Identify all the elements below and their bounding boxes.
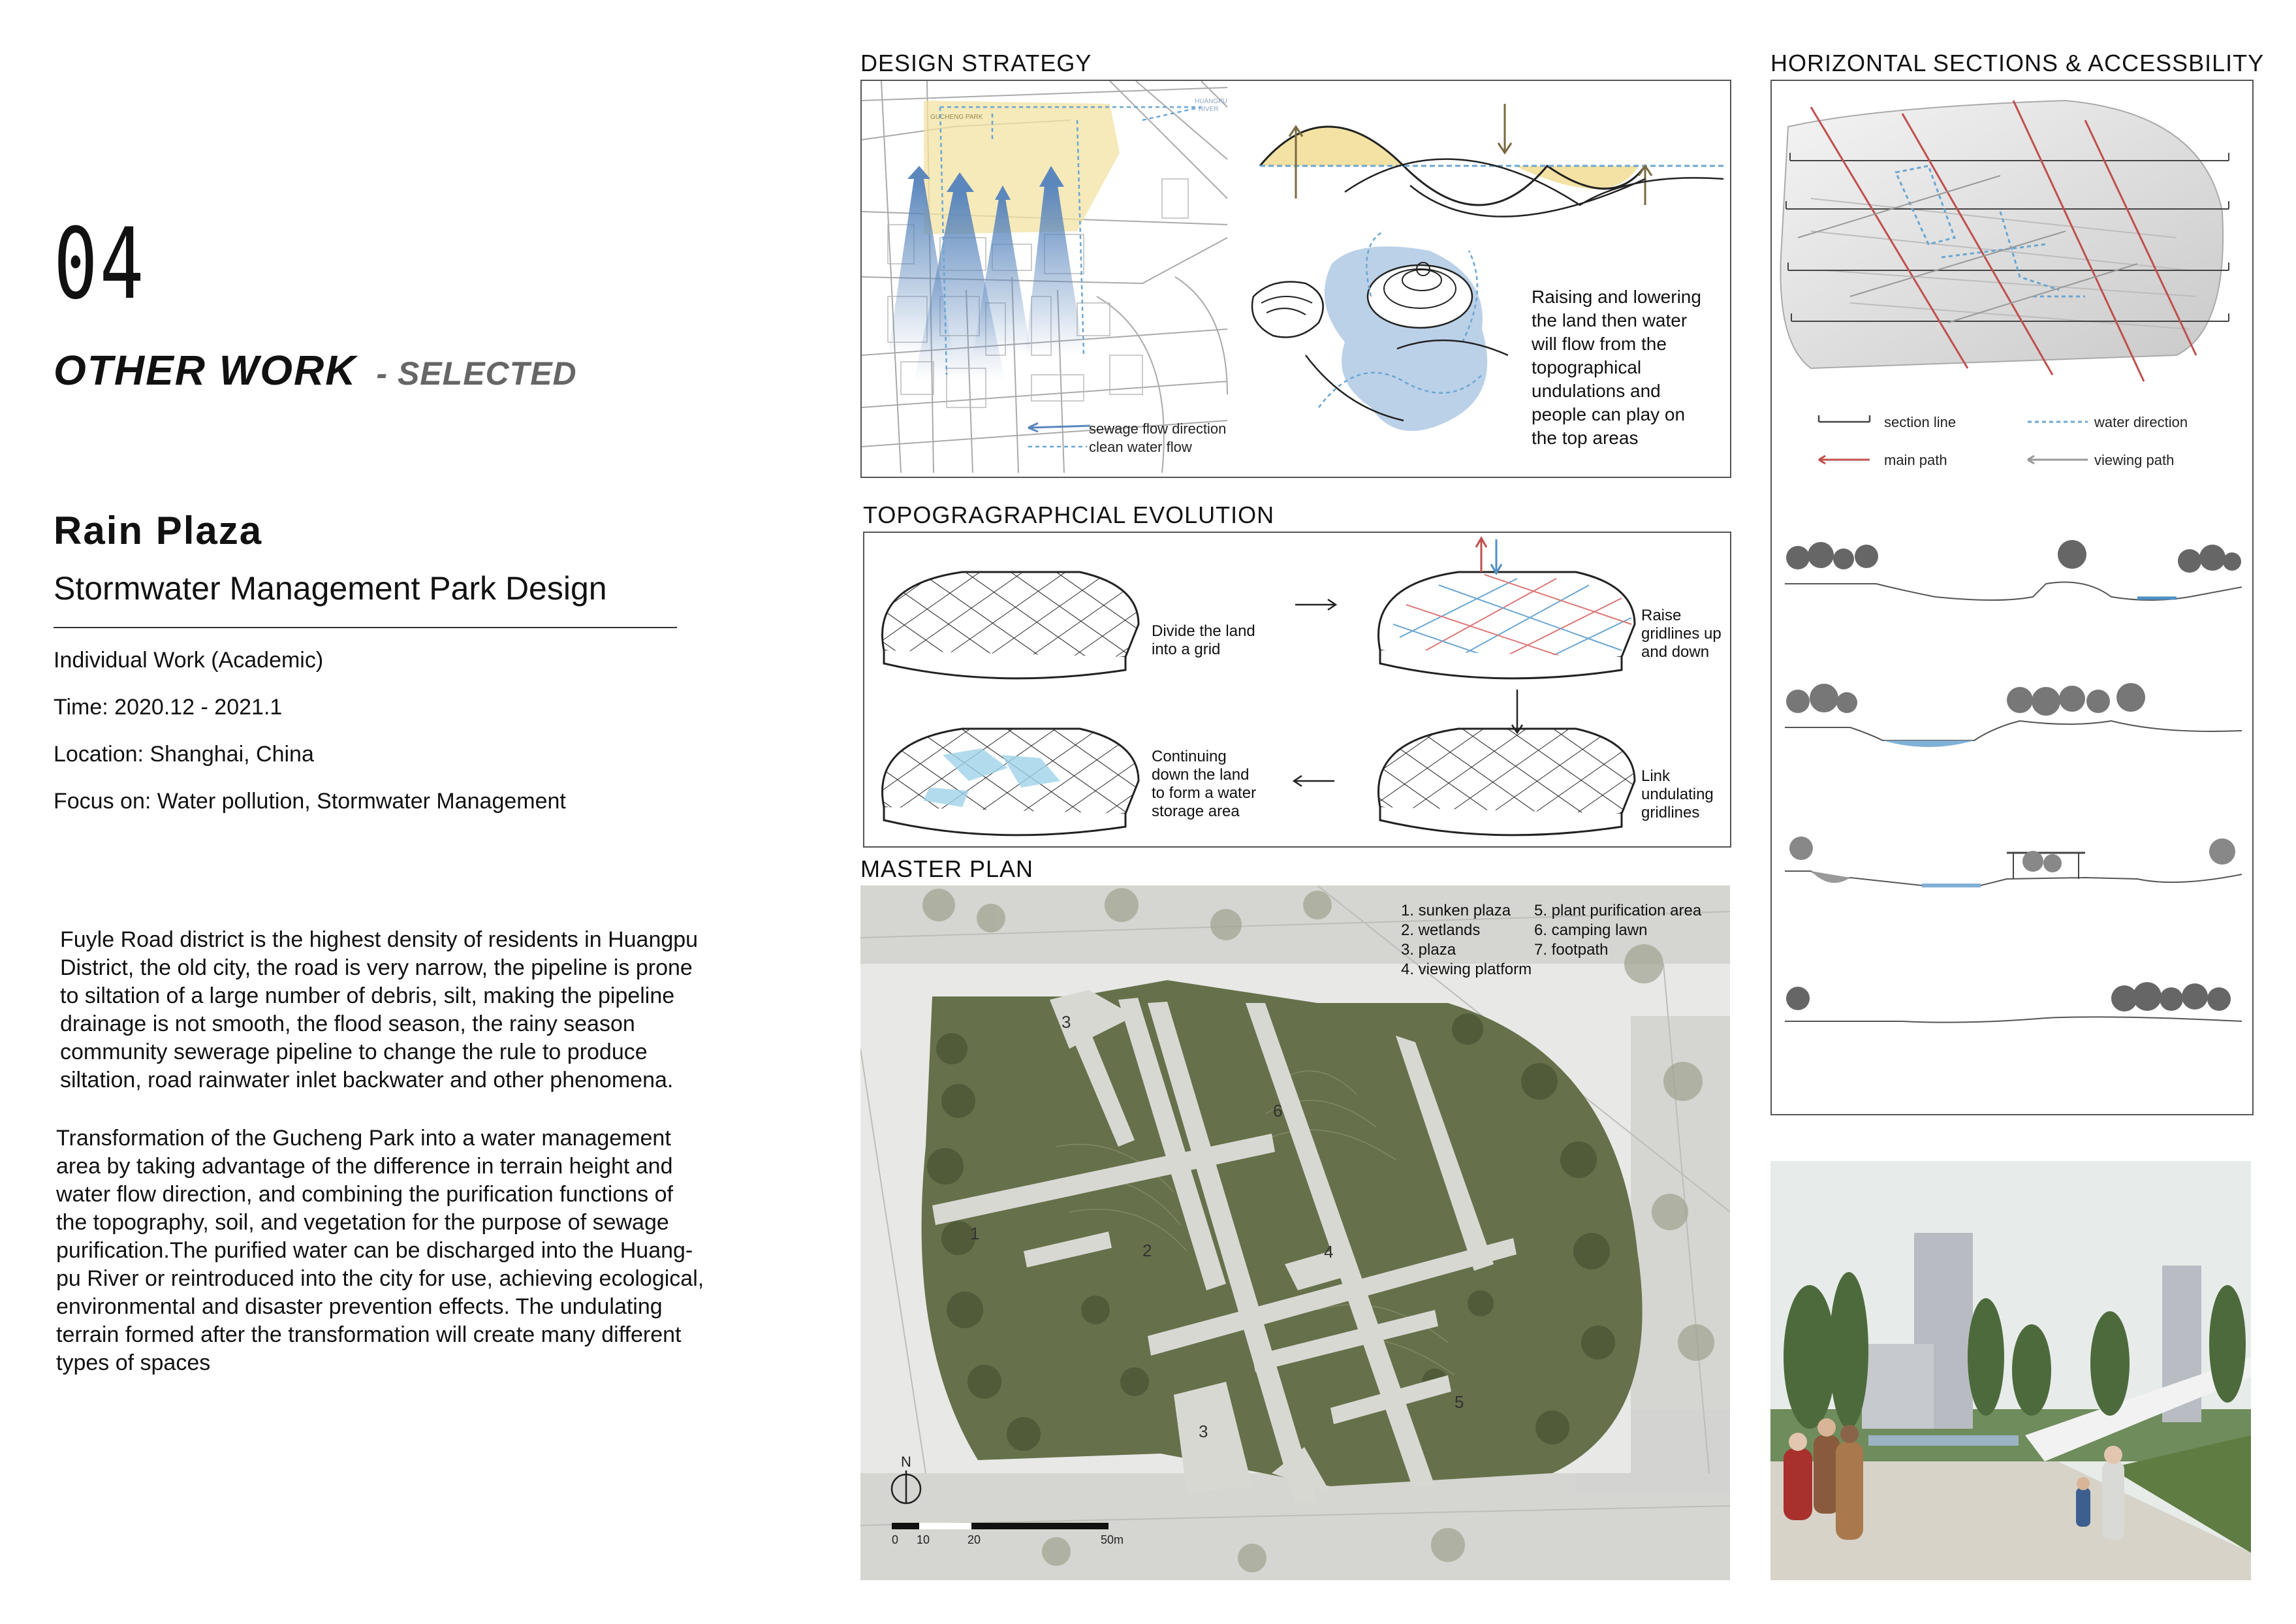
area-number: 1: [970, 1224, 980, 1243]
description-line: drainage is not smooth, the flood season, the rainy season: [60, 1011, 635, 1036]
legend-sewage: sewage flow direction: [1089, 421, 1227, 437]
topo-step-4-label: Continuing down the land to form a water storage area: [1152, 748, 1257, 820]
perspective-image: [1770, 1161, 2251, 1580]
area-number: 2: [1142, 1241, 1152, 1260]
map-label-river-2: RIVER: [1199, 106, 1219, 113]
project-time: Time: 2020.12 - 2021.1: [54, 695, 283, 720]
map-label-river-1: HUANGPU: [1195, 98, 1228, 105]
area-number: 5: [1455, 1392, 1464, 1412]
project-number: 04: [54, 208, 146, 321]
description-line: types of spaces: [56, 1350, 211, 1375]
legend-clean: clean water flow: [1089, 439, 1192, 455]
description-line: Transformation of the Gucheng Park into a water management: [56, 1126, 671, 1151]
map-label-park: GUCHENG PARK: [930, 114, 983, 121]
area-number: 4: [1324, 1242, 1334, 1262]
svg-text:10: 10: [917, 1533, 930, 1546]
sections-legend: [1819, 414, 2188, 468]
svg-text:20: 20: [967, 1533, 981, 1546]
description-line: purification.The purified water can be discharged into the Huang-: [56, 1238, 693, 1263]
area-number: 3: [1062, 1012, 1071, 1032]
legend-water-direction: water direction: [2094, 414, 2188, 430]
sections-diagram: [1772, 81, 2252, 1114]
master-plan-panel: [860, 885, 1730, 1580]
strategy-note: Raising and lowering the land then water will flow from the topographical undulations and people can play on the top areas: [1532, 287, 1701, 448]
axonometric-model: [1780, 101, 2229, 381]
description-line: the topography, soil, and vegetation for the purpose of sewage: [56, 1210, 669, 1235]
section-title: OTHER WORK: [54, 347, 357, 394]
section-2: [1785, 683, 2242, 747]
description-line: community sewerage pipeline to change the rule to produce: [60, 1040, 648, 1064]
project-type: Individual Work (Academic): [54, 648, 324, 673]
description-line: Fuyle Road district is the highest density of residents in Huangpu: [60, 927, 699, 952]
topo-diagram: [864, 533, 1730, 846]
legend-item: 6. camping lawn: [1534, 921, 1648, 939]
design-strategy-diagram: [862, 81, 1730, 477]
topo-step-1-block: [883, 572, 1139, 678]
legend-main-path: main path: [1884, 452, 1947, 468]
design-strategy-title: DESIGN STRATEGY: [860, 50, 1092, 76]
svg-text:50m: 50m: [1101, 1533, 1124, 1546]
terrain-wave-diagram: [1260, 104, 1723, 217]
section-3: [1785, 836, 2242, 885]
sewage-legend-line: [1028, 426, 1090, 428]
section-subtitle: - SELECTED: [376, 355, 577, 392]
perspective-render: [1770, 1161, 2251, 1580]
description-paragraph-1: [60, 926, 746, 1094]
description-line: environmental and disaster prevention effects. The undulating: [56, 1294, 663, 1319]
description-line: District, the old city, the road is very narrow, the pipeline is prone: [60, 955, 693, 980]
legend-item: 5. plant purification area: [1534, 902, 1702, 919]
description-line: terrain formed after the transformation will create many different: [56, 1322, 682, 1347]
description-line: siltation, road rainwater inlet backwater and other phenomena.: [60, 1068, 674, 1092]
master-plan-map: [860, 885, 1730, 1580]
project-tagline: Stormwater Management Park Design: [54, 570, 607, 607]
description-line: to siltation of a large number of debris, silt, making the pipeline: [60, 983, 675, 1008]
topo-step-4-block: [883, 729, 1139, 835]
legend-item: 4. viewing platform: [1401, 961, 1532, 978]
topo-step-3-block: [1379, 729, 1635, 835]
legend-item: 7. footpath: [1534, 941, 1609, 959]
description-line: area by taking advantage of the difference in terrain height and: [56, 1154, 673, 1179]
project-location: Location: Shanghai, China: [54, 742, 314, 767]
topo-step-3-label: Link undulating gridlines: [1641, 767, 1714, 821]
legend-item: 3. plaza: [1401, 941, 1456, 959]
design-strategy-panel: [860, 80, 1731, 478]
sections-title: HORIZONTAL SECTIONS & ACCESSBILITY: [1770, 50, 2265, 76]
topo-step-2-block: [1379, 538, 1635, 678]
section-4: [1785, 982, 2242, 1023]
svg-text:0: 0: [892, 1533, 899, 1546]
master-plan-title: MASTER PLAN: [860, 855, 1034, 882]
legend-viewing-path: viewing path: [2094, 452, 2175, 468]
topo-step-1-label: Divide the land into a grid: [1152, 622, 1255, 658]
description-line: pu River or reintroduced into the city for use, achieving ecological,: [56, 1266, 704, 1291]
mound-illustration: [1252, 231, 1508, 431]
topo-title: TOPOGRAGRAPHCIAL EVOLUTION: [863, 502, 1275, 528]
svg-text:N: N: [901, 1454, 911, 1470]
legend-item: 1. sunken plaza: [1401, 902, 1511, 919]
topo-panel: [863, 532, 1731, 848]
area-number: 3: [1199, 1422, 1208, 1441]
section-heading: [54, 346, 577, 394]
project-title: Rain Plaza: [54, 509, 263, 552]
legend-item: 2. wetlands: [1401, 921, 1481, 939]
description-line: water flow direction, and combining the purification functions of: [56, 1182, 673, 1207]
project-focus: Focus on: Water pollution, Stormwater Management: [54, 789, 566, 814]
description-paragraph-2: [56, 1124, 742, 1377]
section-1: [1785, 540, 2242, 600]
topo-step-2-label: Raise gridlines up and down: [1641, 607, 1722, 661]
area-number: 6: [1273, 1101, 1283, 1121]
legend-section-line: section line: [1884, 414, 1957, 430]
title-divider: [54, 627, 677, 628]
sections-panel: [1770, 80, 2254, 1115]
